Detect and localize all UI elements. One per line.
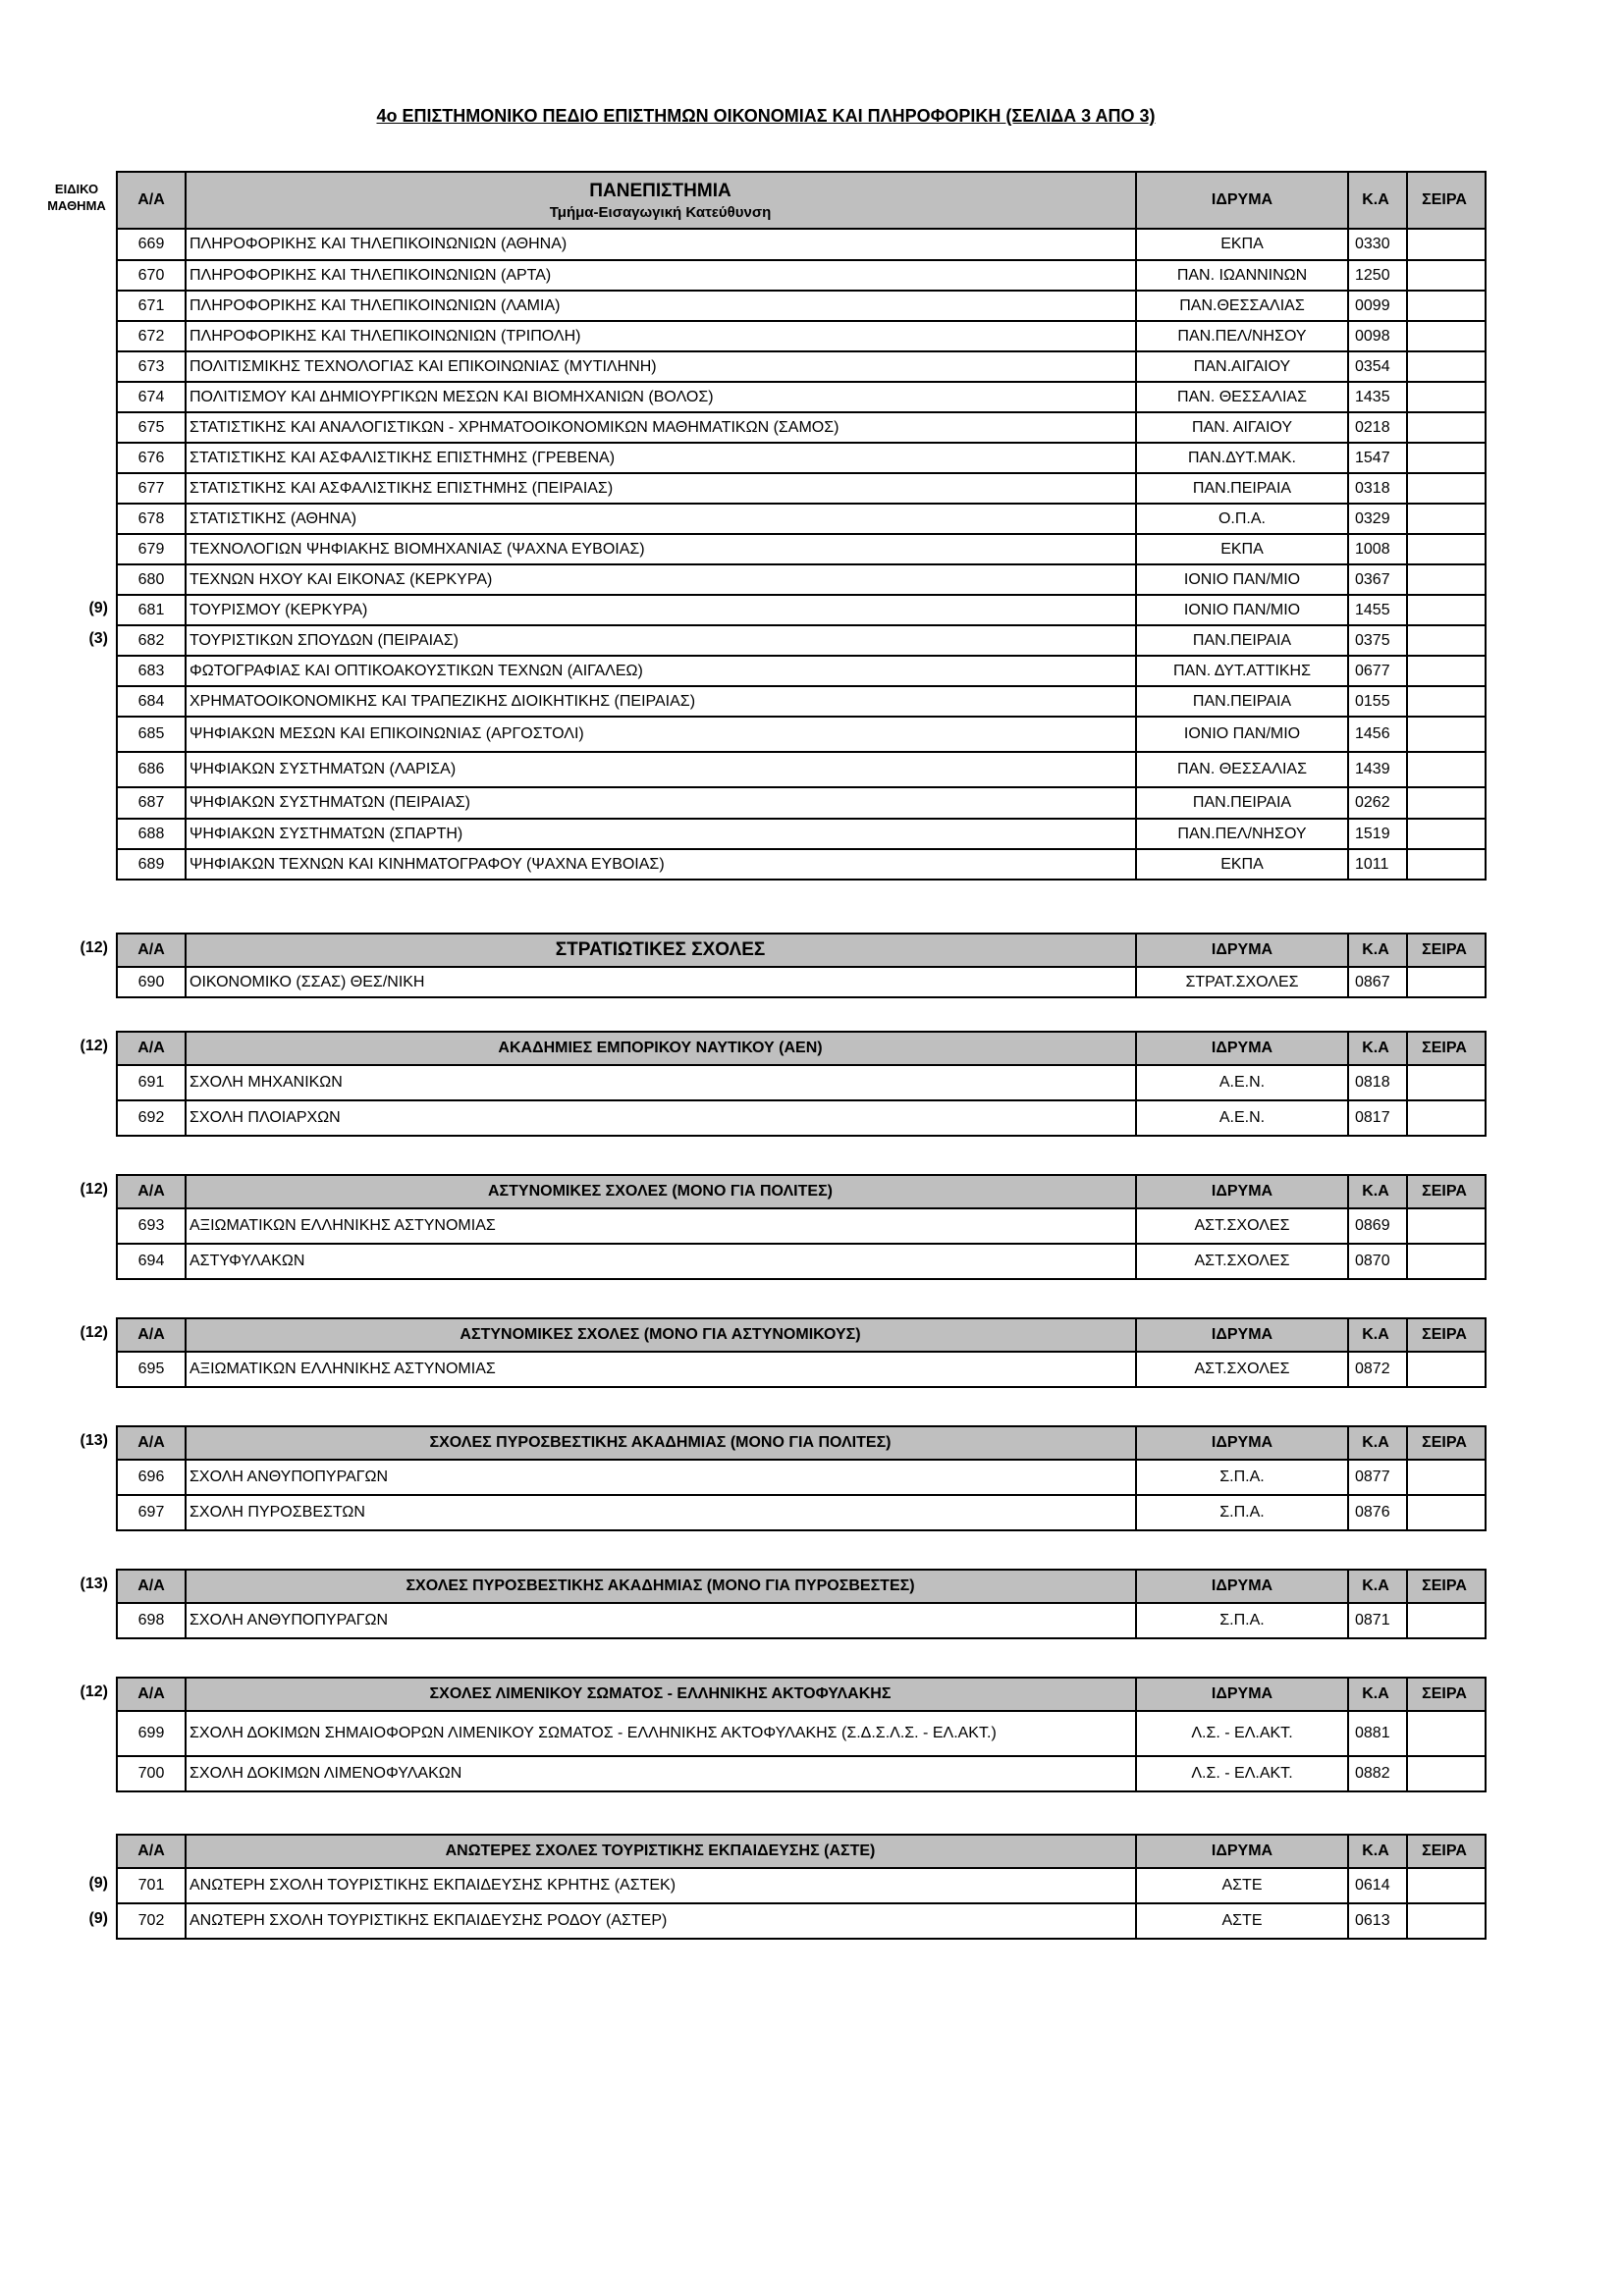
row-number: 700	[117, 1756, 186, 1791]
table-header-row	[117, 1175, 1486, 1208]
row-department: ΑΞΙΩΜΑΤΙΚΩΝ ΕΛΛΗΝΙΚΗΣ ΑΣΤΥΝΟΜΙΑΣ	[186, 1352, 1136, 1387]
data-table	[116, 1317, 1487, 1388]
table-row	[117, 382, 1486, 412]
row-number: 695	[117, 1352, 186, 1387]
row-department: ΠΛΗΡΟΦΟΡΙΚΗΣ ΚΑΙ ΤΗΛΕΠΙΚΟΙΝΩΝΙΩΝ (ΛΑΜΙΑ)	[186, 291, 1136, 321]
header-section-title	[186, 1678, 1136, 1711]
row-code: 1435	[1348, 382, 1407, 412]
table-row	[117, 717, 1486, 752]
row-number: 689	[117, 849, 186, 880]
table-row	[117, 291, 1486, 321]
row-rank	[1407, 504, 1486, 534]
row-code: 0098	[1348, 321, 1407, 351]
row-code: 0872	[1348, 1352, 1407, 1387]
row-rank	[1407, 686, 1486, 717]
section-title: ΠΑΝΕΠΙΣΤΗΜΙΑ	[589, 180, 731, 201]
row-number: 675	[117, 412, 186, 443]
row-number: 670	[117, 260, 186, 291]
section-note: (12)	[80, 939, 108, 956]
row-number: 693	[117, 1208, 186, 1244]
row-rank	[1407, 1603, 1486, 1638]
section-table	[0, 933, 1492, 998]
header-institution: ΙΔΡΥΜΑ	[1136, 1570, 1348, 1603]
row-rank	[1407, 1903, 1486, 1939]
row-number: 698	[117, 1603, 186, 1638]
row-number: 676	[117, 443, 186, 473]
row-department: ΠΛΗΡΟΦΟΡΙΚΗΣ ΚΑΙ ΤΗΛΕΠΙΚΟΙΝΩΝΙΩΝ (ΑΡΤΑ)	[186, 260, 1136, 291]
header-section-title	[186, 1032, 1136, 1065]
row-institution: ΑΣΤΕ	[1136, 1868, 1348, 1903]
row-department: ΣΧΟΛΗ ΔΟΚΙΜΩΝ ΛΙΜΕΝΟΦΥΛΑΚΩΝ	[186, 1756, 1136, 1791]
row-number: 678	[117, 504, 186, 534]
row-code: 0870	[1348, 1244, 1407, 1279]
section-subtitle: Τμήμα-Εισαγωγική Κατεύθυνση	[549, 203, 772, 221]
row-code: 0155	[1348, 686, 1407, 717]
data-table	[116, 171, 1487, 881]
row-institution: ΑΣΤ.ΣΧΟΛΕΣ	[1136, 1208, 1348, 1244]
row-code: 0818	[1348, 1065, 1407, 1100]
row-code: 1547	[1348, 443, 1407, 473]
row-rank	[1407, 291, 1486, 321]
row-rank	[1407, 752, 1486, 787]
header-institution: ΙΔΡΥΜΑ	[1136, 934, 1348, 967]
row-department: ΠΛΗΡΟΦΟΡΙΚΗΣ ΚΑΙ ΤΗΛΕΠΙΚΟΙΝΩΝΙΩΝ (ΤΡΙΠΟΛΗ)	[186, 321, 1136, 351]
row-institution: Σ.Π.Α.	[1136, 1495, 1348, 1530]
table-header-row	[117, 1032, 1486, 1065]
header-rank: ΣΕΙΡΑ	[1407, 172, 1486, 229]
row-institution: ΠΑΝ. ΔΥΤ.ΑΤΤΙΚΗΣ	[1136, 656, 1348, 686]
row-code: 1455	[1348, 595, 1407, 625]
row-institution: ΠΑΝ.ΘΕΣΣΑΛΙΑΣ	[1136, 291, 1348, 321]
row-rank	[1407, 1460, 1486, 1495]
header-aa: Α/Α	[117, 1318, 186, 1352]
row-number: 673	[117, 351, 186, 382]
row-code: 0677	[1348, 656, 1407, 686]
row-rank	[1407, 534, 1486, 564]
table-row	[117, 1244, 1486, 1279]
row-department: ΨΗΦΙΑΚΩΝ ΣΥΣΤΗΜΑΤΩΝ (ΠΕΙΡΑΙΑΣ)	[186, 787, 1136, 819]
header-aa: Α/Α	[117, 1032, 186, 1065]
row-code: 1519	[1348, 819, 1407, 849]
row-department: ΨΗΦΙΑΚΩΝ ΤΕΧΝΩΝ ΚΑΙ ΚΙΝΗΜΑΤΟΓΡΑΦΟΥ (ΨΑΧΝΑ ΕΥΒΟΙΑΣ)	[186, 849, 1136, 880]
row-department: ΑΞΙΩΜΑΤΙΚΩΝ ΕΛΛΗΝΙΚΗΣ ΑΣΤΥΝΟΜΙΑΣ	[186, 1208, 1136, 1244]
table-row	[117, 1208, 1486, 1244]
table-header-row	[117, 1318, 1486, 1352]
row-rank	[1407, 1352, 1486, 1387]
header-aa: Α/Α	[117, 1175, 186, 1208]
table-row	[117, 473, 1486, 504]
row-institution: Σ.Π.Α.	[1136, 1460, 1348, 1495]
row-institution: ΠΑΝ.ΠΕΙΡΑΙΑ	[1136, 787, 1348, 819]
row-code: 1456	[1348, 717, 1407, 752]
row-code: 0330	[1348, 229, 1407, 260]
row-institution: ΙΟΝΙΟ ΠΑΝ/ΜΙΟ	[1136, 595, 1348, 625]
row-note: (9)	[88, 1875, 108, 1892]
table-row	[117, 412, 1486, 443]
section-note: (12)	[80, 1683, 108, 1700]
table-header-row	[117, 172, 1486, 229]
row-rank	[1407, 321, 1486, 351]
row-institution: ΠΑΝ.ΔΥΤ.ΜΑΚ.	[1136, 443, 1348, 473]
page-title: 4ο ΕΠΙΣΤΗΜΟΝΙΚΟ ΠΕΔΙΟ ΕΠΙΣΤΗΜΩΝ ΟΙΚΟΝΟΜΙΑΣ ΚΑΙ ΠΛΗΡΟΦΟΡΙΚΗ (ΣΕΛΙΔΑ 3 ΑΠΟ 3)	[376, 106, 1156, 126]
row-department: ΟΙΚΟΝΟΜΙΚΟ (ΣΣΑΣ) ΘΕΣ/ΝΙΚΗ	[186, 967, 1136, 997]
table-row	[117, 1756, 1486, 1791]
header-rank: ΣΕΙΡΑ	[1407, 1032, 1486, 1065]
section-table	[0, 1174, 1492, 1280]
data-table	[116, 1425, 1487, 1531]
row-department: ΣΧΟΛΗ ΜΗΧΑΝΙΚΩΝ	[186, 1065, 1136, 1100]
row-number: 696	[117, 1460, 186, 1495]
row-rank	[1407, 656, 1486, 686]
row-note: (9)	[88, 1910, 108, 1927]
row-code: 0367	[1348, 564, 1407, 595]
data-table	[116, 1031, 1487, 1137]
data-table	[116, 1174, 1487, 1280]
section-table	[0, 171, 1492, 881]
section-table	[0, 1317, 1492, 1388]
table-row	[117, 229, 1486, 260]
row-number: 690	[117, 967, 186, 997]
row-code: 0867	[1348, 967, 1407, 997]
row-code: 0218	[1348, 412, 1407, 443]
header-rank: ΣΕΙΡΑ	[1407, 1835, 1486, 1868]
table-row	[117, 1460, 1486, 1495]
row-number: 669	[117, 229, 186, 260]
row-rank	[1407, 1065, 1486, 1100]
row-rank	[1407, 849, 1486, 880]
table-row	[117, 321, 1486, 351]
table-row	[117, 686, 1486, 717]
table-row	[117, 967, 1486, 997]
header-institution: ΙΔΡΥΜΑ	[1136, 1678, 1348, 1711]
header-institution: ΙΔΡΥΜΑ	[1136, 172, 1348, 229]
header-aa: Α/Α	[117, 1835, 186, 1868]
header-rank: ΣΕΙΡΑ	[1407, 1318, 1486, 1352]
row-department: ΤΕΧΝΟΛΟΓΙΩΝ ΨΗΦΙΑΚΗΣ ΒΙΟΜΗΧΑΝΙΑΣ (ΨΑΧΝΑ ΕΥΒΟΙΑΣ)	[186, 534, 1136, 564]
row-department: ΣΧΟΛΗ ΔΟΚΙΜΩΝ ΣΗΜΑΙΟΦΟΡΩΝ ΛΙΜΕΝΙΚΟΥ ΣΩΜΑΤΟΣ - ΕΛΛΗΝΙΚΗΣ ΑΚΤΟΦΥΛΑΚΗΣ (Σ.Δ.Σ.Λ.Σ. - ΕΛ.ΑΚΤ.)	[186, 1711, 1136, 1756]
row-institution: ΑΣΤ.ΣΧΟΛΕΣ	[1136, 1352, 1348, 1387]
row-number: 702	[117, 1903, 186, 1939]
row-number: 686	[117, 752, 186, 787]
header-code: Κ.Α	[1348, 1032, 1407, 1065]
row-institution: ΠΑΝ. ΑΙΓΑΙΟΥ	[1136, 412, 1348, 443]
row-code: 0614	[1348, 1868, 1407, 1903]
header-code: Κ.Α	[1348, 1175, 1407, 1208]
header-rank: ΣΕΙΡΑ	[1407, 934, 1486, 967]
header-aa: Α/Α	[117, 1678, 186, 1711]
header-section-title	[186, 1426, 1136, 1460]
row-institution: Α.Ε.Ν.	[1136, 1100, 1348, 1136]
row-department: ΣΤΑΤΙΣΤΙΚΗΣ ΚΑΙ ΑΣΦΑΛΙΣΤΙΚΗΣ ΕΠΙΣΤΗΜΗΣ (ΠΕΙΡΑΙΑΣ)	[186, 473, 1136, 504]
row-number: 679	[117, 534, 186, 564]
header-rank: ΣΕΙΡΑ	[1407, 1426, 1486, 1460]
row-institution: ΑΣΤΕ	[1136, 1903, 1348, 1939]
row-institution: ΠΑΝ.ΠΕΙΡΑΙΑ	[1136, 686, 1348, 717]
section-table	[0, 1834, 1492, 1940]
header-aa: Α/Α	[117, 172, 186, 229]
row-number: 684	[117, 686, 186, 717]
row-department: ΨΗΦΙΑΚΩΝ ΣΥΣΤΗΜΑΤΩΝ (ΛΑΡΙΣΑ)	[186, 752, 1136, 787]
row-rank	[1407, 382, 1486, 412]
row-note: (9)	[88, 599, 108, 616]
table-row	[117, 656, 1486, 686]
table-header-row	[117, 1678, 1486, 1711]
table-row	[117, 564, 1486, 595]
header-rank: ΣΕΙΡΑ	[1407, 1175, 1486, 1208]
row-institution: ΕΚΠΑ	[1136, 534, 1348, 564]
header-aa: Α/Α	[117, 1570, 186, 1603]
header-aa: Α/Α	[117, 1426, 186, 1460]
table-row	[117, 787, 1486, 819]
header-institution: ΙΔΡΥΜΑ	[1136, 1426, 1348, 1460]
row-code: 0881	[1348, 1711, 1407, 1756]
row-institution: Α.Ε.Ν.	[1136, 1065, 1348, 1100]
data-table	[116, 1677, 1487, 1792]
table-row	[117, 1711, 1486, 1756]
header-institution: ΙΔΡΥΜΑ	[1136, 1032, 1348, 1065]
data-table	[116, 933, 1487, 998]
row-number: 697	[117, 1495, 186, 1530]
row-rank	[1407, 625, 1486, 656]
row-institution: Σ.Π.Α.	[1136, 1603, 1348, 1638]
row-number: 682	[117, 625, 186, 656]
row-department: ΦΩΤΟΓΡΑΦΙΑΣ ΚΑΙ ΟΠΤΙΚΟΑΚΟΥΣΤΙΚΩΝ ΤΕΧΝΩΝ (ΑΙΓΑΛΕΩ)	[186, 656, 1136, 686]
row-code: 0354	[1348, 351, 1407, 382]
row-rank	[1407, 787, 1486, 819]
row-department: ΠΟΛΙΤΙΣΜΙΚΗΣ ΤΕΧΝΟΛΟΓΙΑΣ ΚΑΙ ΕΠΙΚΟΙΝΩΝΙΑΣ (ΜΥΤΙΛΗΝΗ)	[186, 351, 1136, 382]
row-number: 699	[117, 1711, 186, 1756]
row-department: ΠΟΛΙΤΙΣΜΟΥ ΚΑΙ ΔΗΜΙΟΥΡΓΙΚΩΝ ΜΕΣΩΝ ΚΑΙ ΒΙΟΜΗΧΑΝΙΩΝ (ΒΟΛΟΣ)	[186, 382, 1136, 412]
section-note: (12)	[80, 1038, 108, 1054]
row-code: 0882	[1348, 1756, 1407, 1791]
header-code: Κ.Α	[1348, 1318, 1407, 1352]
row-department: ΤΕΧΝΩΝ ΗΧΟΥ ΚΑΙ ΕΙΚΟΝΑΣ (ΚΕΡΚΥΡΑ)	[186, 564, 1136, 595]
row-note: (3)	[88, 629, 108, 647]
row-institution: ΠΑΝ.ΠΕΛ/ΝΗΣΟΥ	[1136, 321, 1348, 351]
row-code: 1008	[1348, 534, 1407, 564]
section-title: ΑΝΩΤΕΡΕΣ ΣΧΟΛΕΣ ΤΟΥΡΙΣΤΙΚΗΣ ΕΚΠΑΙΔΕΥΣΗΣ (ΑΣΤΕ)	[445, 1842, 876, 1859]
table-row	[117, 351, 1486, 382]
row-number: 672	[117, 321, 186, 351]
row-code: 1250	[1348, 260, 1407, 291]
header-section-title	[186, 934, 1136, 967]
row-institution: ΙΟΝΙΟ ΠΑΝ/ΜΙΟ	[1136, 564, 1348, 595]
row-institution: ΑΣΤ.ΣΧΟΛΕΣ	[1136, 1244, 1348, 1279]
row-rank	[1407, 967, 1486, 997]
section-title: ΣΧΟΛΕΣ ΛΙΜΕΝΙΚΟΥ ΣΩΜΑΤΟΣ - ΕΛΛΗΝΙΚΗΣ ΑΚΤΟΦΥΛΑΚΗΣ	[429, 1685, 892, 1702]
row-department: ΑΝΩΤΕΡΗ ΣΧΟΛΗ ΤΟΥΡΙΣΤΙΚΗΣ ΕΚΠΑΙΔΕΥΣΗΣ ΡΟΔΟΥ (ΑΣΤΕΡ)	[186, 1903, 1136, 1939]
row-department: ΤΟΥΡΙΣΜΟΥ (ΚΕΡΚΥΡΑ)	[186, 595, 1136, 625]
row-code: 1439	[1348, 752, 1407, 787]
table-row	[117, 1100, 1486, 1136]
row-institution: ΠΑΝ.ΠΕΙΡΑΙΑ	[1136, 473, 1348, 504]
row-rank	[1407, 473, 1486, 504]
row-department: ΣΤΑΤΙΣΤΙΚΗΣ ΚΑΙ ΑΝΑΛΟΓΙΣΤΙΚΩΝ - ΧΡΗΜΑΤΟΟΙΚΟΝΟΜΙΚΩΝ ΜΑΘΗΜΑΤΙΚΩΝ (ΣΑΜΟΣ)	[186, 412, 1136, 443]
table-row	[117, 595, 1486, 625]
table-row	[117, 752, 1486, 787]
row-rank	[1407, 564, 1486, 595]
row-number: 680	[117, 564, 186, 595]
row-institution: Ο.Π.Α.	[1136, 504, 1348, 534]
section-title: ΣΤΡΑΤΙΩΤΙΚΕΣ ΣΧΟΛΕΣ	[555, 939, 766, 960]
row-department: ΑΣΤΥΦΥΛΑΚΩΝ	[186, 1244, 1136, 1279]
section-table	[0, 1569, 1492, 1639]
table-row	[117, 1868, 1486, 1903]
row-department: ΣΧΟΛΗ ΠΛΟΙΑΡΧΩΝ	[186, 1100, 1136, 1136]
table-row	[117, 1065, 1486, 1100]
table-row	[117, 625, 1486, 656]
header-rank: ΣΕΙΡΑ	[1407, 1570, 1486, 1603]
row-number: 683	[117, 656, 186, 686]
row-number: 692	[117, 1100, 186, 1136]
row-institution: ΠΑΝ.ΠΕΛ/ΝΗΣΟΥ	[1136, 819, 1348, 849]
header-section-title	[186, 1835, 1136, 1868]
row-institution: ΠΑΝ. ΙΩΑΝΝΙΝΩΝ	[1136, 260, 1348, 291]
row-rank	[1407, 1208, 1486, 1244]
table-row	[117, 1352, 1486, 1387]
row-rank	[1407, 819, 1486, 849]
row-code: 0613	[1348, 1903, 1407, 1939]
section-title: ΣΧΟΛΕΣ ΠΥΡΟΣΒΕΣΤΙΚΗΣ ΑΚΑΔΗΜΙΑΣ (ΜΟΝΟ ΓΙΑ ΠΟΛΙΤΕΣ)	[429, 1434, 892, 1451]
section-title: ΑΣΤΥΝΟΜΙΚΕΣ ΣΧΟΛΕΣ (ΜΟΝΟ ΓΙΑ ΠΟΛΙΤΕΣ)	[488, 1183, 833, 1200]
row-department: ΣΧΟΛΗ ΑΝΘΥΠΟΠΥΡΑΓΩΝ	[186, 1603, 1136, 1638]
table-header-row	[117, 1570, 1486, 1603]
section-title: ΣΧΟΛΕΣ ΠΥΡΟΣΒΕΣΤΙΚΗΣ ΑΚΑΔΗΜΙΑΣ (ΜΟΝΟ ΓΙΑ ΠΥΡΟΣΒΕΣΤΕΣ)	[406, 1577, 915, 1594]
row-institution: ΠΑΝ.ΑΙΓΑΙΟΥ	[1136, 351, 1348, 382]
table-row	[117, 1495, 1486, 1530]
header-rank: ΣΕΙΡΑ	[1407, 1678, 1486, 1711]
row-number: 681	[117, 595, 186, 625]
row-code: 0871	[1348, 1603, 1407, 1638]
header-code: Κ.Α	[1348, 934, 1407, 967]
row-code: 0262	[1348, 787, 1407, 819]
row-institution: ΕΚΠΑ	[1136, 229, 1348, 260]
row-code: 0329	[1348, 504, 1407, 534]
row-rank	[1407, 443, 1486, 473]
header-institution: ΙΔΡΥΜΑ	[1136, 1175, 1348, 1208]
row-code: 0817	[1348, 1100, 1407, 1136]
row-institution: ΙΟΝΙΟ ΠΑΝ/ΜΙΟ	[1136, 717, 1348, 752]
row-rank	[1407, 229, 1486, 260]
section-table	[0, 1677, 1492, 1792]
row-institution: Λ.Σ. - ΕΛ.ΑΚΤ.	[1136, 1756, 1348, 1791]
row-code: 0318	[1348, 473, 1407, 504]
row-rank	[1407, 1868, 1486, 1903]
row-department: ΣΤΑΤΙΣΤΙΚΗΣ ΚΑΙ ΑΣΦΑΛΙΣΤΙΚΗΣ ΕΠΙΣΤΗΜΗΣ (ΓΡΕΒΕΝΑ)	[186, 443, 1136, 473]
row-number: 688	[117, 819, 186, 849]
section-table	[0, 1425, 1492, 1531]
row-rank	[1407, 717, 1486, 752]
row-rank	[1407, 412, 1486, 443]
section-table	[0, 1031, 1492, 1137]
section-title: ΑΣΤΥΝΟΜΙΚΕΣ ΣΧΟΛΕΣ (ΜΟΝΟ ΓΙΑ ΑΣΤΥΝΟΜΙΚΟΥΣ)	[460, 1326, 861, 1343]
row-institution: Λ.Σ. - ΕΛ.ΑΚΤ.	[1136, 1711, 1348, 1756]
row-department: ΨΗΦΙΑΚΩΝ ΜΕΣΩΝ ΚΑΙ ΕΠΙΚΟΙΝΩΝΙΑΣ (ΑΡΓΟΣΤΟΛΙ)	[186, 717, 1136, 752]
table-header-row	[117, 934, 1486, 967]
header-code: Κ.Α	[1348, 1678, 1407, 1711]
table-row	[117, 819, 1486, 849]
table-row	[117, 260, 1486, 291]
row-code: 0099	[1348, 291, 1407, 321]
data-table	[116, 1834, 1487, 1940]
row-code: 0876	[1348, 1495, 1407, 1530]
row-department: ΑΝΩΤΕΡΗ ΣΧΟΛΗ ΤΟΥΡΙΣΤΙΚΗΣ ΕΚΠΑΙΔΕΥΣΗΣ ΚΡΗΤΗΣ (ΑΣΤΕΚ)	[186, 1868, 1136, 1903]
row-institution: ΕΚΠΑ	[1136, 849, 1348, 880]
table-row	[117, 534, 1486, 564]
row-code: 0877	[1348, 1460, 1407, 1495]
row-number: 677	[117, 473, 186, 504]
table-row	[117, 504, 1486, 534]
header-code: Κ.Α	[1348, 172, 1407, 229]
row-department: ΣΧΟΛΗ ΠΥΡΟΣΒΕΣΤΩΝ	[186, 1495, 1136, 1530]
row-number: 685	[117, 717, 186, 752]
row-department: ΨΗΦΙΑΚΩΝ ΣΥΣΤΗΜΑΤΩΝ (ΣΠΑΡΤΗ)	[186, 819, 1136, 849]
row-institution: ΠΑΝ.ΠΕΙΡΑΙΑ	[1136, 625, 1348, 656]
row-rank	[1407, 1711, 1486, 1756]
row-code: 0869	[1348, 1208, 1407, 1244]
row-department: ΠΛΗΡΟΦΟΡΙΚΗΣ ΚΑΙ ΤΗΛΕΠΙΚΟΙΝΩΝΙΩΝ (ΑΘΗΝΑ)	[186, 229, 1136, 260]
row-institution: ΣΤΡΑΤ.ΣΧΟΛΕΣ	[1136, 967, 1348, 997]
table-row	[117, 1903, 1486, 1939]
header-code: Κ.Α	[1348, 1426, 1407, 1460]
data-table	[116, 1569, 1487, 1639]
table-row	[117, 849, 1486, 880]
row-number: 687	[117, 787, 186, 819]
header-aa: Α/Α	[117, 934, 186, 967]
table-header-row	[117, 1426, 1486, 1460]
header-code: Κ.Α	[1348, 1570, 1407, 1603]
row-number: 674	[117, 382, 186, 412]
header-institution: ΙΔΡΥΜΑ	[1136, 1835, 1348, 1868]
section-title: ΑΚΑΔΗΜΙΕΣ ΕΜΠΟΡΙΚΟΥ ΝΑΥΤΙΚΟΥ (ΑΕΝ)	[498, 1040, 823, 1056]
section-note: (12)	[80, 1324, 108, 1341]
table-header-row	[117, 1835, 1486, 1868]
row-rank	[1407, 1756, 1486, 1791]
row-number: 691	[117, 1065, 186, 1100]
row-code: 0375	[1348, 625, 1407, 656]
row-rank	[1407, 1100, 1486, 1136]
special-subject-header: ΕΙΔΙΚΟ ΜΑΘΗΜΑ	[47, 182, 106, 213]
section-note: (13)	[80, 1575, 108, 1592]
row-rank	[1407, 1244, 1486, 1279]
row-department: ΣΧΟΛΗ ΑΝΘΥΠΟΠΥΡΑΓΩΝ	[186, 1460, 1136, 1495]
header-section-title	[186, 172, 1136, 229]
row-number: 701	[117, 1868, 186, 1903]
header-section-title	[186, 1318, 1136, 1352]
row-rank	[1407, 351, 1486, 382]
row-code: 1011	[1348, 849, 1407, 880]
header-section-title	[186, 1570, 1136, 1603]
section-note: (13)	[80, 1432, 108, 1449]
table-row	[117, 443, 1486, 473]
table-row	[117, 1603, 1486, 1638]
row-number: 694	[117, 1244, 186, 1279]
section-note: (12)	[80, 1181, 108, 1198]
row-department: ΣΤΑΤΙΣΤΙΚΗΣ (ΑΘΗΝΑ)	[186, 504, 1136, 534]
row-rank	[1407, 260, 1486, 291]
row-number: 671	[117, 291, 186, 321]
row-department: ΤΟΥΡΙΣΤΙΚΩΝ ΣΠΟΥΔΩΝ (ΠΕΙΡΑΙΑΣ)	[186, 625, 1136, 656]
row-institution: ΠΑΝ. ΘΕΣΣΑΛΙΑΣ	[1136, 382, 1348, 412]
row-rank	[1407, 595, 1486, 625]
row-rank	[1407, 1495, 1486, 1530]
header-institution: ΙΔΡΥΜΑ	[1136, 1318, 1348, 1352]
header-code: Κ.Α	[1348, 1835, 1407, 1868]
row-department: ΧΡΗΜΑΤΟΟΙΚΟΝΟΜΙΚΗΣ ΚΑΙ ΤΡΑΠΕΖΙΚΗΣ ΔΙΟΙΚΗΤΙΚΗΣ (ΠΕΙΡΑΙΑΣ)	[186, 686, 1136, 717]
header-section-title	[186, 1175, 1136, 1208]
row-institution: ΠΑΝ. ΘΕΣΣΑΛΙΑΣ	[1136, 752, 1348, 787]
